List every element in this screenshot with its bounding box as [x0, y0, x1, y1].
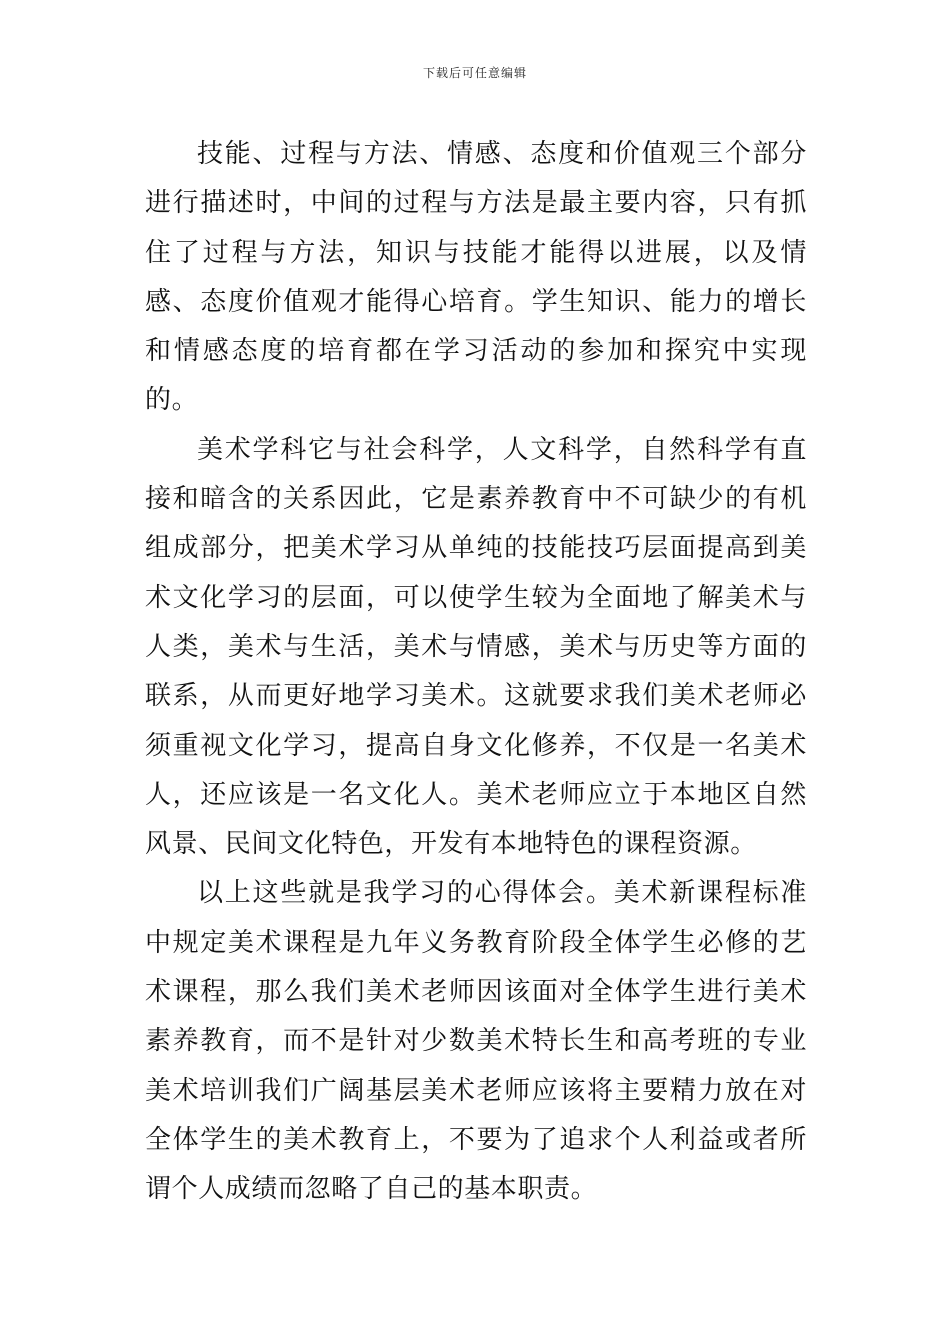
document-body [145, 130, 807, 1215]
page-header-note: 下载后可任意编辑 [422, 66, 527, 80]
paragraph-2: 美术学科它与社会科学，人文科学，自然科学有直接和暗含的关系因此，它是素养教育中不可缺少的有机组成部分，把美术学习从单纯的技能技巧层面提高到美术文化学习的层面，可以使学生较为全面地了解美术与人类，美术与生活，美术与情感，美术与历史等方面的联系，从而更好地学习美术。这就要求我们美术老师必须重视文化学习，提高自身文化修养，不仅是一名美术人，还应该是一名文化人。美术老师应立于本地区自然风景、民间文化特色，开发有本地特色的课程资源。 [145, 434, 807, 860]
paragraph-3: 以上这些就是我学习的心得体会。美术新课程标准中规定美术课程是九年义务教育阶段全体学生必修的艺术课程，那么我们美术老师因该面对全体学生进行美术素养教育，而不是针对少数美术特长生和高考班的专业美术培训我们广阔基层美术老师应该将主要精力放在对全体学生的美术教育上，不要为了追求个人利益或者所谓个人成绩而忽略了自己的基本职责。 [145, 878, 807, 1205]
paragraph-1: 技能、过程与方法、情感、态度和价值观三个部分进行描述时，中间的过程与方法是最主要内容，只有抓住了过程与方法，知识与技能才能得以进展，以及情感、态度价值观才能得心培育。学生知识、能力的增长和情感态度的培育都在学习活动的参加和探究中实现的。 [145, 139, 807, 416]
